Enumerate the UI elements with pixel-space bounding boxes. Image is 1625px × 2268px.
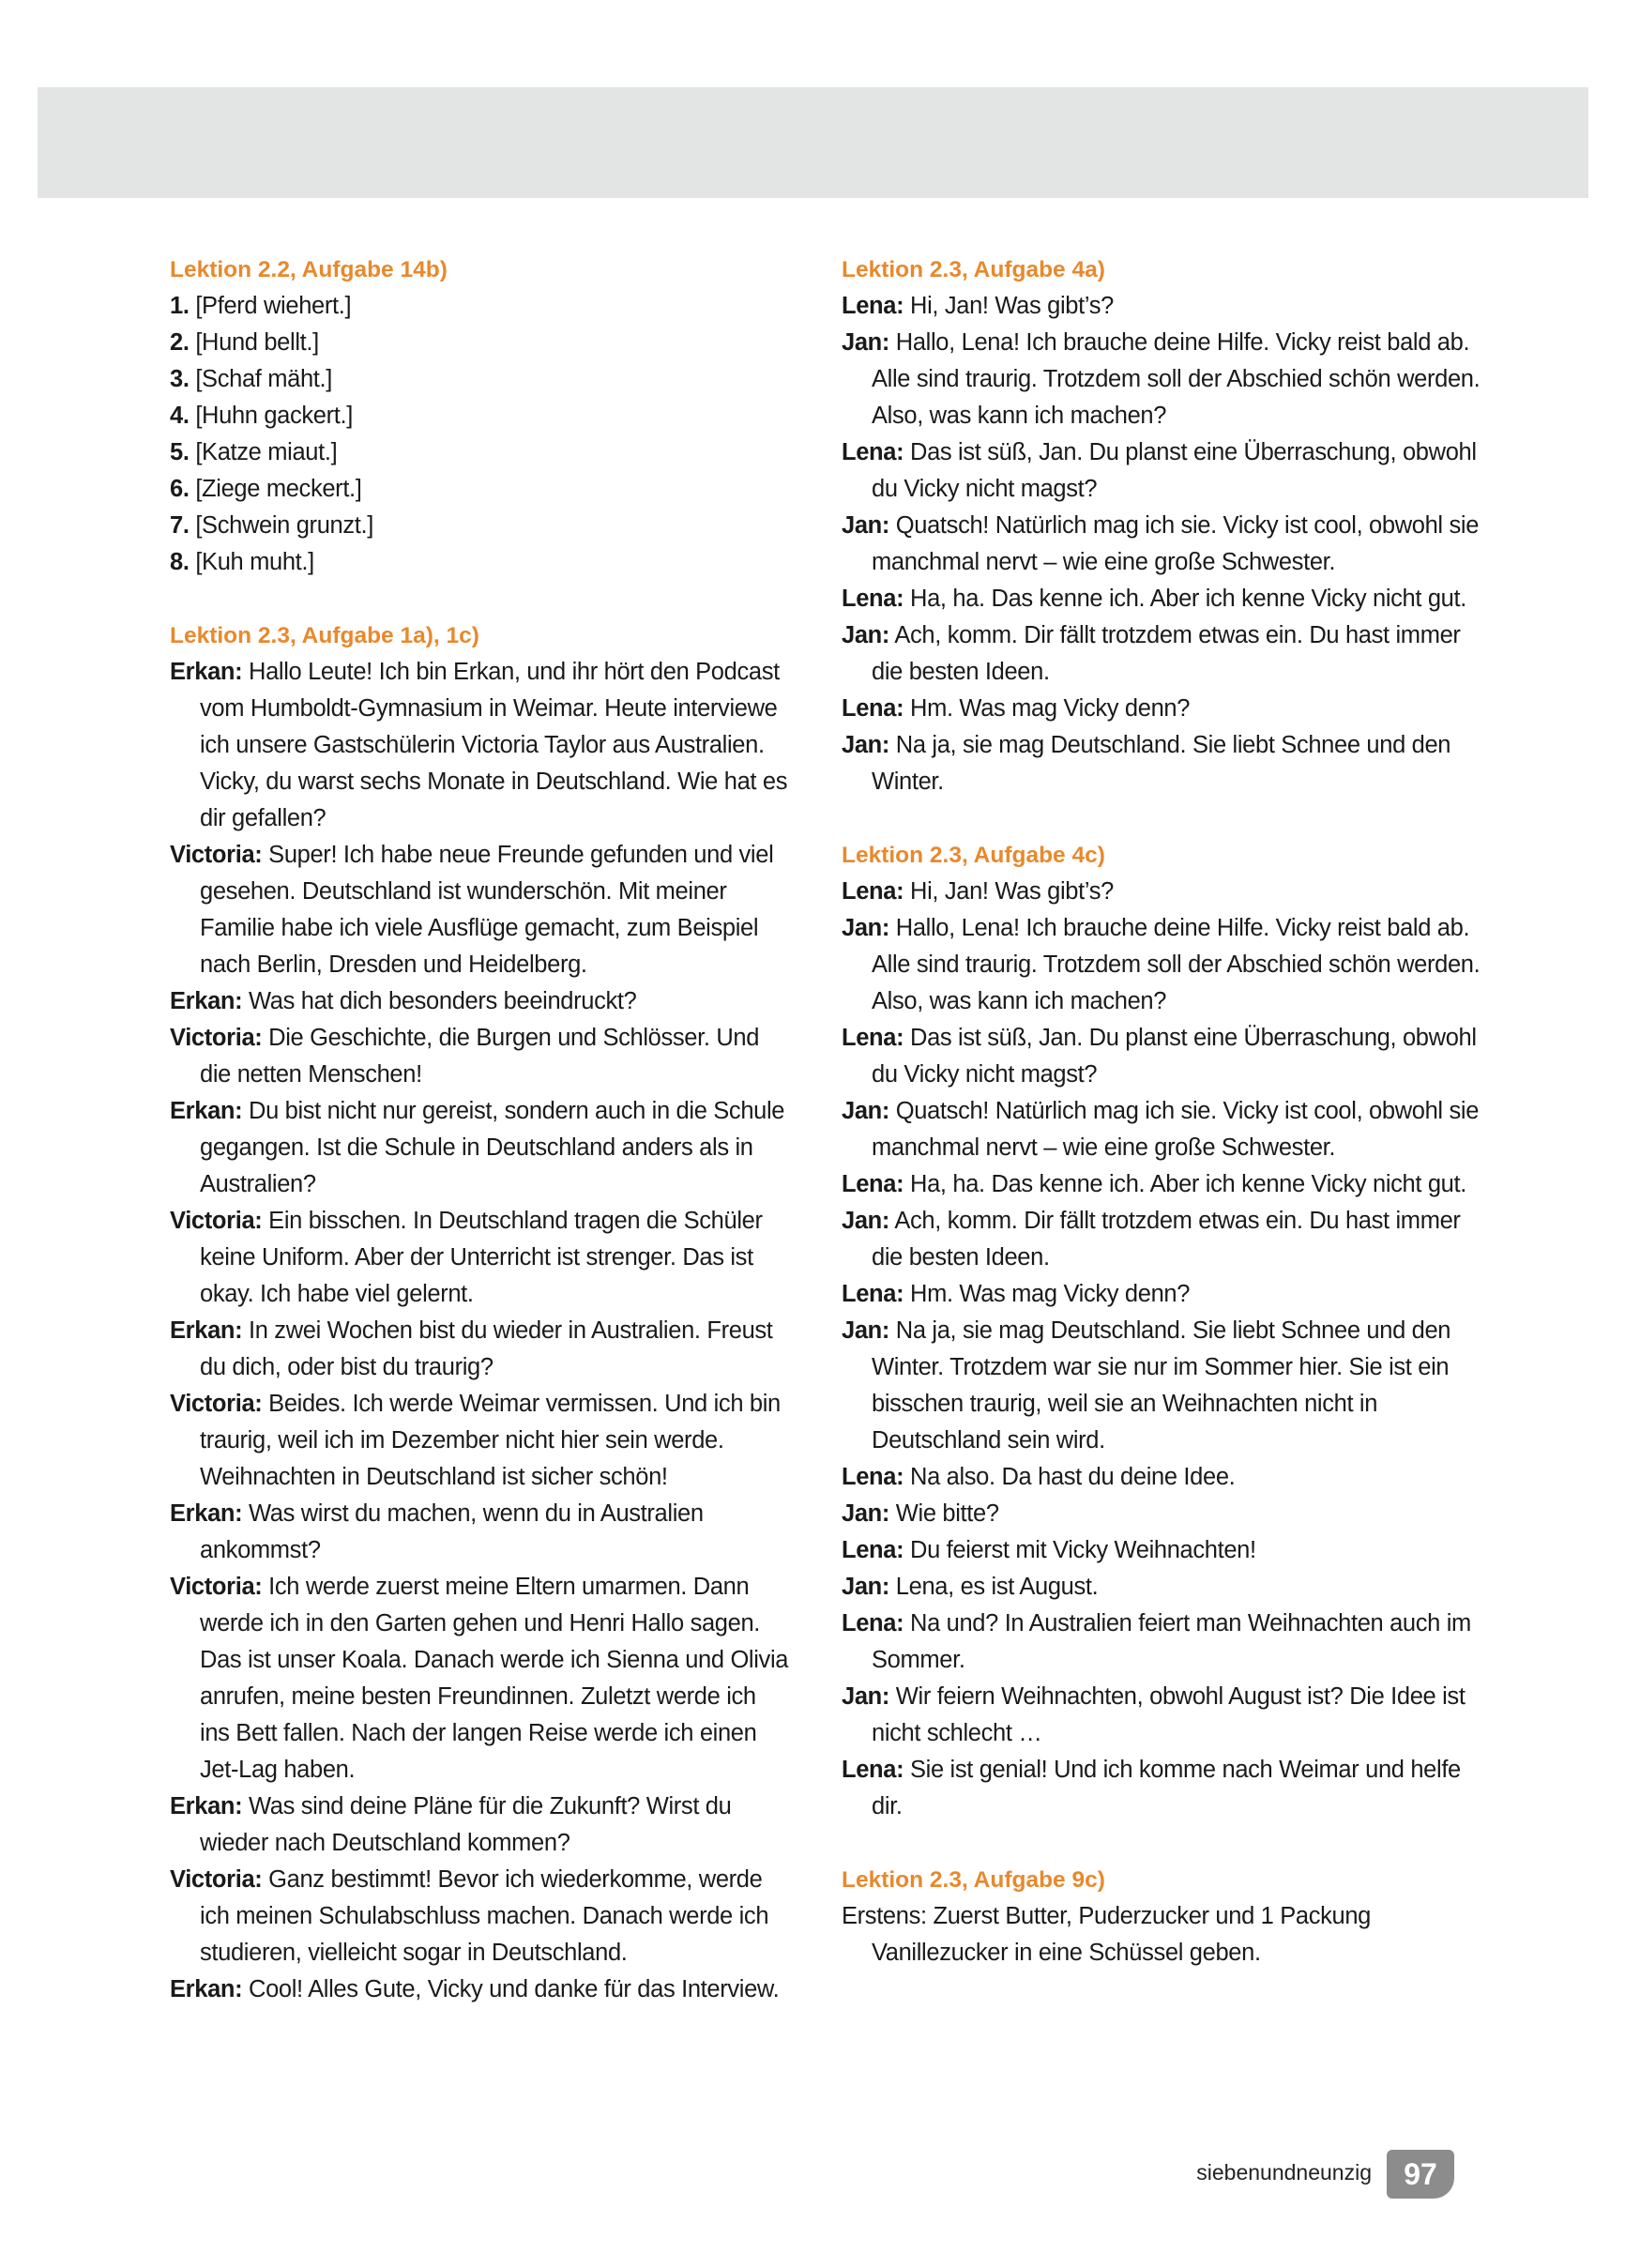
list-item <box>170 361 789 398</box>
dialogue-line <box>842 581 1489 617</box>
dialogue-text: Beides. Ich werde Weimar vermissen. Und ich bin traurig, weil ich im Dezember nicht hier sein werde. Weihnachten in Deutschland ist sicher schön! <box>200 1391 781 1490</box>
section-heading: Lektion 2.3, Aufgabe 1a), 1c) <box>170 623 479 648</box>
item-text: [Kuh muht.] <box>189 549 314 575</box>
dialogue-text: Ach, komm. Dir fällt trotzdem etwas ein. Du hast immer die besten Ideen. <box>872 1208 1461 1271</box>
speaker-name: Lena: <box>842 695 904 722</box>
right-column <box>842 251 1489 2008</box>
speaker-name: Jan: <box>842 622 890 648</box>
dialogue-text: Ach, komm. Dir fällt trotzdem etwas ein. Du hast immer die besten Ideen. <box>872 622 1461 685</box>
dialogue-line <box>170 1971 789 2008</box>
section-heading: Lektion 2.3, Aufgabe 4a) <box>842 257 1105 282</box>
speaker-name: Jan: <box>842 1208 890 1234</box>
item-text: [Pferd wiehert.] <box>189 293 352 319</box>
dialogue-text: Na ja, sie mag Deutschland. Sie liebt Schnee und den Winter. <box>872 732 1451 795</box>
dialogue-text: Hallo, Lena! Ich brauche deine Hilfe. Vicky reist bald ab. Alle sind traurig. Trotzdem soll der Abschied schön werden. Also, was kann ich machen? <box>872 915 1481 1014</box>
speaker-name: Erkan: <box>170 988 243 1014</box>
dialogue-line <box>842 1532 1489 1569</box>
speaker-name: Victoria: <box>170 1025 263 1051</box>
list-item <box>170 325 789 361</box>
header-band <box>38 87 1588 198</box>
section-lektion-2-3-1a <box>170 617 789 2008</box>
speaker-name: Erkan: <box>170 1098 243 1124</box>
list-item <box>170 288 789 325</box>
dialogue-line <box>170 1569 789 1789</box>
dialogue-line <box>842 691 1489 727</box>
speaker-name: Jan: <box>842 329 890 356</box>
speaker-name: Jan: <box>842 1317 890 1344</box>
speaker-name: Jan: <box>842 1500 890 1527</box>
dialogue-text: Was hat dich besonders beeindruckt? <box>242 988 637 1014</box>
dialogue-text: Cool! Alles Gute, Vicky und danke für das Interview. <box>242 1976 780 2002</box>
dialogue-line <box>170 1203 789 1313</box>
speaker-name: Lena: <box>842 1464 904 1490</box>
item-number: 7. <box>170 512 190 539</box>
section-lektion-2-3-4a <box>842 251 1489 800</box>
dialogue-line <box>842 1166 1489 1203</box>
item-text: [Katze miaut.] <box>189 439 338 465</box>
dialogue-line <box>842 727 1489 800</box>
dialogue-line <box>842 1203 1489 1276</box>
speaker-name: Jan: <box>842 1098 890 1124</box>
item-text: [Huhn gackert.] <box>189 403 353 429</box>
section-heading: Lektion 2.3, Aufgabe 4c) <box>842 843 1105 868</box>
speaker-name: Jan: <box>842 1574 890 1600</box>
speaker-name: Lena: <box>842 1757 904 1783</box>
item-text: [Ziege meckert.] <box>189 476 362 502</box>
item-number: 2. <box>170 329 190 356</box>
dialogue-line <box>842 508 1489 581</box>
dialogue-text: Das ist süß, Jan. Du planst eine Überraschung, obwohl du Vicky nicht magst? <box>872 1025 1477 1088</box>
speaker-name: Victoria: <box>170 1208 263 1234</box>
speaker-name: Lena: <box>842 1171 904 1197</box>
section-heading: Lektion 2.2, Aufgabe 14b) <box>170 257 448 282</box>
speaker-name: Jan: <box>842 915 890 941</box>
speaker-name: Erkan: <box>170 1976 243 2002</box>
dialogue-text: Lena, es ist August. <box>889 1574 1099 1600</box>
item-number: 1. <box>170 293 190 319</box>
left-column <box>170 251 789 2045</box>
dialogue-line <box>842 617 1489 691</box>
dialogue-text: Was wirst du machen, wenn du in Australien ankommst? <box>200 1500 704 1563</box>
item-text: [Schwein grunzt.] <box>189 512 373 539</box>
speaker-name: Jan: <box>842 512 890 539</box>
dialogue-text: Hallo Leute! Ich bin Erkan, und ihr hört den Podcast vom Humboldt-Gymnasium in Weimar. Heute interviewe ich unsere Gastschülerin Victoria Taylor aus Australien. Vicky, du warst sechs Monate in Deutschland. Wie hat es dir gefallen? <box>200 659 788 831</box>
list-item <box>170 398 789 434</box>
dialogue-text: Du feierst mit Vicky Weihnachten! <box>904 1537 1256 1563</box>
section-lektion-2-3-4c <box>842 837 1489 1825</box>
dialogue-line <box>170 1020 789 1093</box>
dialogue-line <box>170 837 789 983</box>
dialogue-line <box>842 910 1489 1020</box>
dialogue-line <box>842 874 1489 910</box>
list-item <box>170 471 789 508</box>
dialogue-text: Was sind deine Pläne für die Zukunft? Wirst du wieder nach Deutschland kommen? <box>200 1793 732 1856</box>
dialogue-text: Na ja, sie mag Deutschland. Sie liebt Schnee und den Winter. Trotzdem war sie nur im Sommer hier. Sie ist ein bisschen traurig, weil sie an Weihnachten nicht in Deutschland sein wird. <box>872 1317 1451 1454</box>
dialogue-text: Wie bitte? <box>889 1500 999 1527</box>
list-item <box>170 508 789 544</box>
dialogue-text: Quatsch! Natürlich mag ich sie. Vicky ist cool, obwohl sie manchmal nervt – wie eine große Schwester. <box>872 1098 1480 1161</box>
dialogue-line <box>170 654 789 837</box>
speaker-name: Jan: <box>842 1683 890 1710</box>
speaker-name: Lena: <box>842 1537 904 1563</box>
item-number: 3. <box>170 366 190 392</box>
dialogue-line <box>170 983 789 1020</box>
dialogue-line <box>842 1313 1489 1459</box>
dialogue-text: Ha, ha. Das kenne ich. Aber ich kenne Vicky nicht gut. <box>904 586 1466 612</box>
dialogue-text: In zwei Wochen bist du wieder in Australien. Freust du dich, oder bist du traurig? <box>200 1317 773 1380</box>
dialogue-line <box>842 434 1489 508</box>
section-lektion-2-3-9c <box>842 1862 1489 1971</box>
speaker-name: Lena: <box>842 586 904 612</box>
dialogue-text: Hallo, Lena! Ich brauche deine Hilfe. Vicky reist bald ab. Alle sind traurig. Trotzdem soll der Abschied schön werden. Also, was kann ich machen? <box>872 329 1481 429</box>
item-number: 6. <box>170 476 190 502</box>
dialogue-text: Ha, ha. Das kenne ich. Aber ich kenne Vicky nicht gut. <box>904 1171 1466 1197</box>
dialogue-line <box>842 1459 1489 1496</box>
dialogue-line <box>842 1276 1489 1313</box>
item-text: [Hund bellt.] <box>189 329 319 356</box>
speaker-name: Victoria: <box>170 842 263 868</box>
dialogue-line <box>842 1606 1489 1679</box>
dialogue-text: Hm. Was mag Vicky denn? <box>904 1281 1191 1307</box>
dialogue-line <box>842 1093 1489 1166</box>
dialogue-line <box>842 1020 1489 1093</box>
dialogue-text: Quatsch! Natürlich mag ich sie. Vicky ist cool, obwohl sie manchmal nervt – wie eine große Schwester. <box>872 512 1480 575</box>
page-number-word: siebenundneunzig <box>1196 2160 1372 2184</box>
page-number-badge: 97 <box>1387 2150 1454 2199</box>
dialogue-text: Na und? In Australien feiert man Weihnachten auch im Sommer. <box>872 1610 1471 1673</box>
instruction-line <box>842 1898 1489 1971</box>
dialogue-text: Na also. Da hast du deine Idee. <box>904 1464 1236 1490</box>
speaker-name: Lena: <box>842 1281 904 1307</box>
dialogue-text: Wir feiern Weihnachten, obwohl August ist? Die Idee ist nicht schlecht … <box>872 1683 1466 1746</box>
dialogue-text: Ich werde zuerst meine Eltern umarmen. Dann werde ich in den Garten gehen und Henri Hallo sagen. Das ist unser Koala. Danach werde ich Sienna und Olivia anrufen, meine besten Freundinnen. Zuletzt werde ich ins Bett fallen. Nach der langen Reise werde ich einen Jet-Lag haben. <box>200 1574 789 1783</box>
dialogue-text: Super! Ich habe neue Freunde gefunden und viel gesehen. Deutschland ist wunderschön. Mit meiner Familie habe ich viele Ausflüge gemacht, zum Beispiel nach Berlin, Dresden und Heidelberg. <box>200 842 774 978</box>
speaker-name: Lena: <box>842 439 904 465</box>
list-item <box>170 544 789 581</box>
dialogue-line <box>170 1789 789 1862</box>
speaker-name: Lena: <box>842 293 904 319</box>
dialogue-text: Hm. Was mag Vicky denn? <box>904 695 1191 722</box>
dialogue-line <box>170 1496 789 1569</box>
speaker-name: Erkan: <box>170 1317 243 1344</box>
dialogue-line <box>842 1569 1489 1606</box>
item-number: 5. <box>170 439 190 465</box>
list-item <box>170 434 789 471</box>
dialogue-text: Ein bisschen. In Deutschland tragen die Schüler keine Uniform. Aber der Unterricht ist strenger. Das ist okay. Ich habe viel gelernt. <box>200 1208 763 1307</box>
item-number: 4. <box>170 403 190 429</box>
dialogue-line <box>842 1496 1489 1532</box>
section-heading: Lektion 2.3, Aufgabe 9c) <box>842 1867 1105 1893</box>
dialogue-text: Hi, Jan! Was gibt’s? <box>904 878 1114 905</box>
speaker-name: Victoria: <box>170 1391 263 1417</box>
speaker-name: Victoria: <box>170 1574 263 1600</box>
dialogue-line <box>170 1386 789 1496</box>
dialogue-line <box>170 1313 789 1386</box>
dialogue-line <box>842 1679 1489 1752</box>
dialogue-line <box>842 288 1489 325</box>
speaker-name: Lena: <box>842 1025 904 1051</box>
dialogue-line <box>842 1752 1489 1825</box>
dialogue-text: Ganz bestimmt! Bevor ich wiederkomme, werde ich meinen Schulabschluss machen. Danach werde ich studieren, vielleicht sogar in Deutschland. <box>200 1866 769 1966</box>
speaker-name: Jan: <box>842 732 890 758</box>
dialogue-text: Das ist süß, Jan. Du planst eine Überraschung, obwohl du Vicky nicht magst? <box>872 439 1477 502</box>
speaker-name: Erkan: <box>170 1793 243 1819</box>
speaker-name: Erkan: <box>170 659 243 685</box>
dialogue-line <box>170 1093 789 1203</box>
dialogue-line <box>170 1862 789 1971</box>
item-number: 8. <box>170 549 190 575</box>
dialogue-text: Du bist nicht nur gereist, sondern auch in die Schule gegangen. Ist die Schule in Deutschland anders als in Australien? <box>200 1098 785 1197</box>
item-text: [Schaf mäht.] <box>189 366 332 392</box>
speaker-name: Erkan: <box>170 1500 243 1527</box>
speaker-name: Lena: <box>842 1610 904 1636</box>
dialogue-text: Sie ist genial! Und ich komme nach Weimar und helfe dir. <box>872 1757 1461 1819</box>
instruction-text: Erstens: Zuerst Butter, Puderzucker und 1 Packung Vanillezucker in eine Schüssel geben. <box>842 1903 1371 1966</box>
dialogue-text: Hi, Jan! Was gibt’s? <box>904 293 1114 319</box>
dialogue-line <box>842 325 1489 434</box>
section-lektion-2-2-14b <box>170 251 789 581</box>
dialogue-text: Die Geschichte, die Burgen und Schlösser. Und die netten Menschen! <box>200 1025 760 1088</box>
speaker-name: Lena: <box>842 878 904 905</box>
speaker-name: Victoria: <box>170 1866 263 1893</box>
